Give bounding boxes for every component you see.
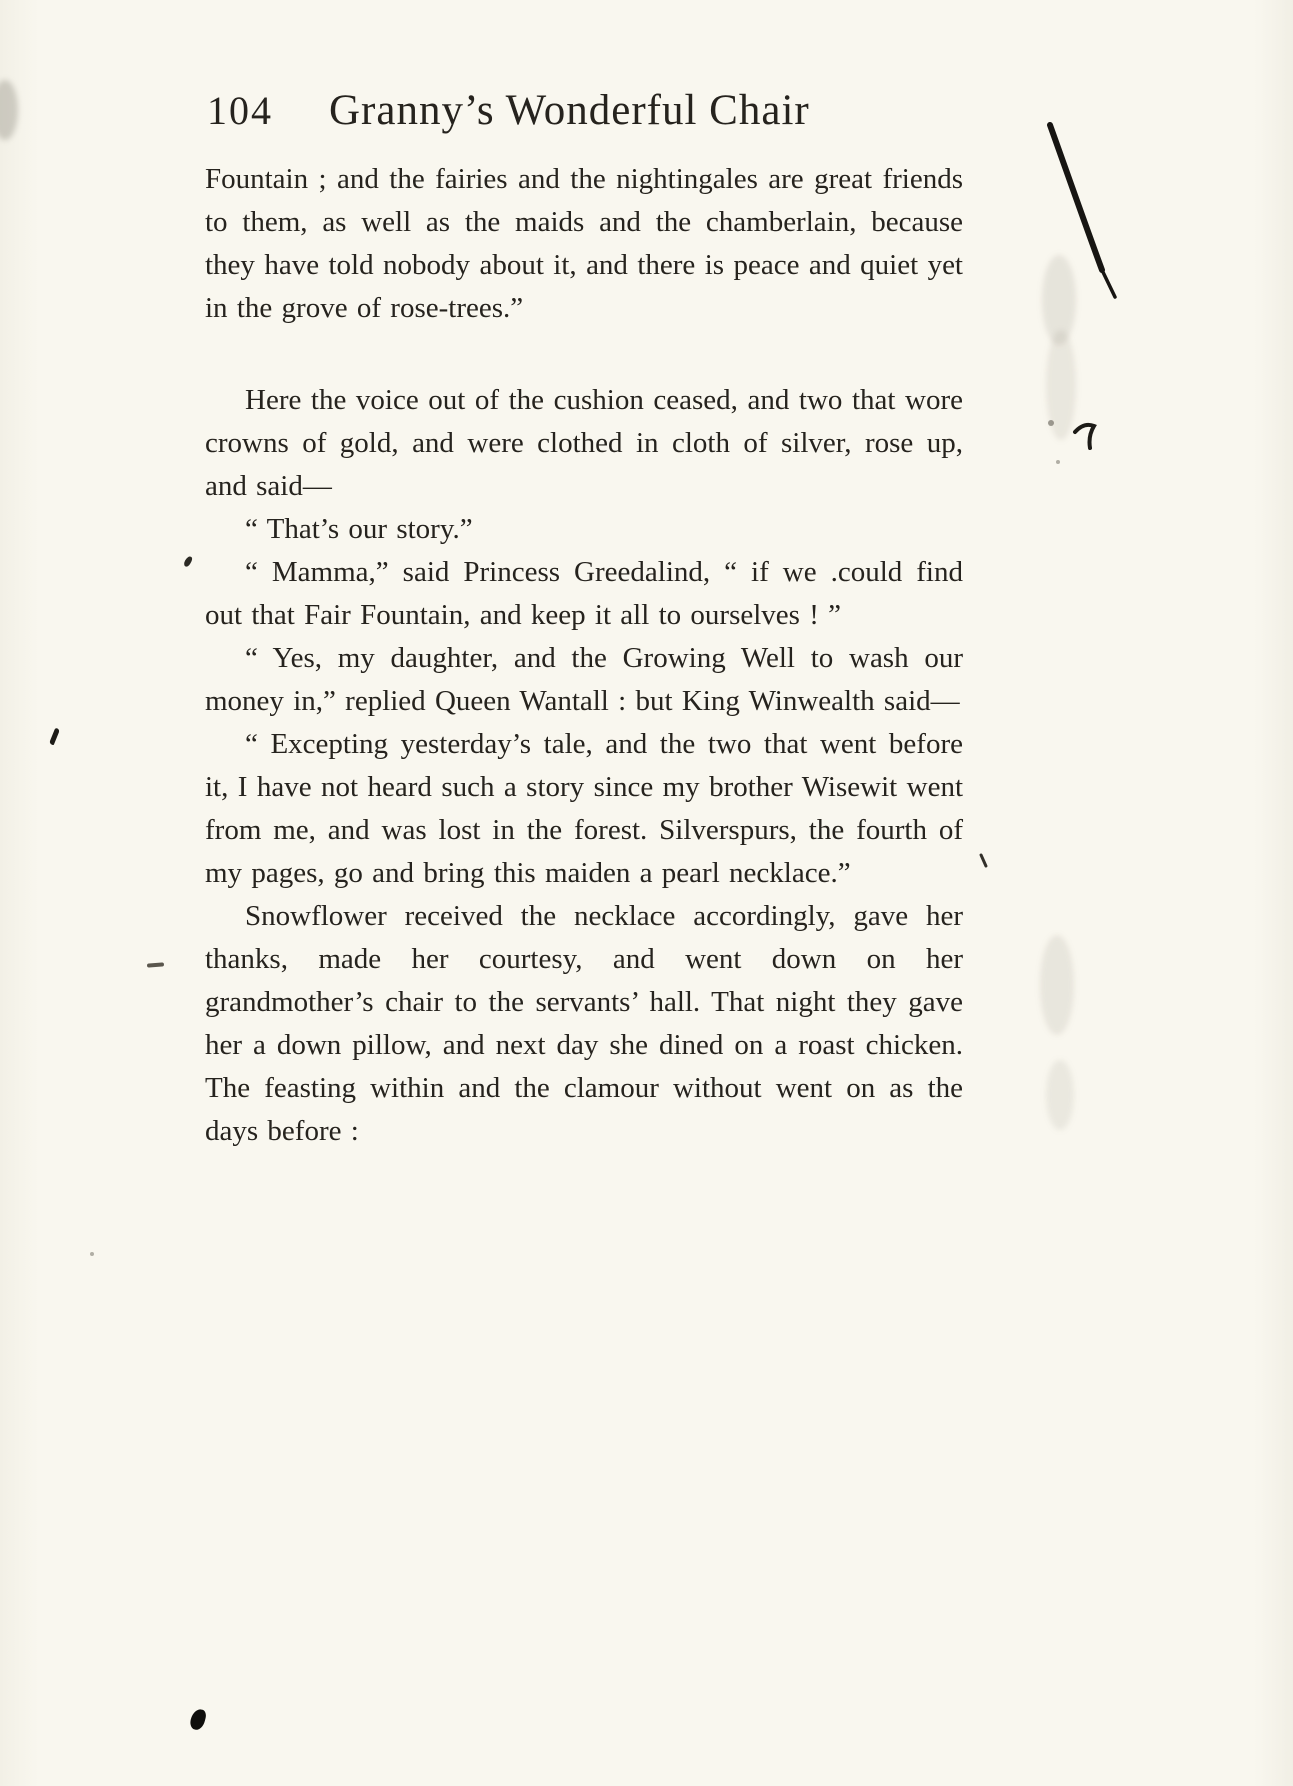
dust-speck	[1048, 420, 1054, 426]
stray-apostrophe-mark	[183, 555, 193, 568]
paragraph: Fountain ; and the fairies and the nightingales are great friends to them, as well as the maids and the chamberlain, because they have told nobody about it, and there is peace and quiet yet in the grove of rose-trees.”	[205, 163, 963, 324]
dust-speck	[90, 1252, 94, 1256]
paragraph: “ That’s our story.”	[245, 513, 473, 545]
body-text	[205, 158, 963, 1153]
paragraph: Snowflower received the necklace accordingly, gave her thanks, made her courtesy, and went down on her grandmother’s chair to the servants’ hall. That night they gave her a down pillow, and next day she dined on a roast chicken. The feasting within and the clamour without went on as the days before :	[205, 900, 963, 1147]
paragraph: “ Excepting yesterday’s tale, and the two that went before it, I have not heard such a story since my brother Wisewit went from me, and was lost in the forest. Silverspurs, the fourth of my pages, go and bring this maiden a pearl necklace.”	[205, 728, 963, 889]
paragraph: “ Mamma,” said Princess Greedalind, “ if we .could find out that Fair Fountain, and keep it all to ourselves ! ”	[205, 556, 963, 631]
paragraph: Here the voice out of the cushion ceased, and two that wore crowns of gold, and were clothed in cloth of silver, rose up, and said—	[205, 384, 963, 502]
pencil-dash-mark	[147, 962, 164, 967]
margin-smudge	[1046, 1060, 1074, 1130]
page-number: 104	[207, 88, 273, 133]
page-header	[207, 86, 967, 135]
margin-tick-mark	[979, 853, 988, 868]
margin-smudge	[1040, 935, 1074, 1035]
ink-flick-mark	[49, 728, 60, 746]
ink-blob-mark	[189, 1708, 208, 1732]
page-title: Granny’s Wonderful Chair	[329, 87, 810, 134]
edge-smudge	[0, 80, 18, 140]
paragraph: “ Yes, my daughter, and the Growing Well to wash our money in,” replied Queen Wantall : but King Winwealth said—	[205, 642, 963, 717]
dust-speck	[1056, 460, 1060, 464]
ink-squiggle-mark	[1072, 420, 1106, 456]
